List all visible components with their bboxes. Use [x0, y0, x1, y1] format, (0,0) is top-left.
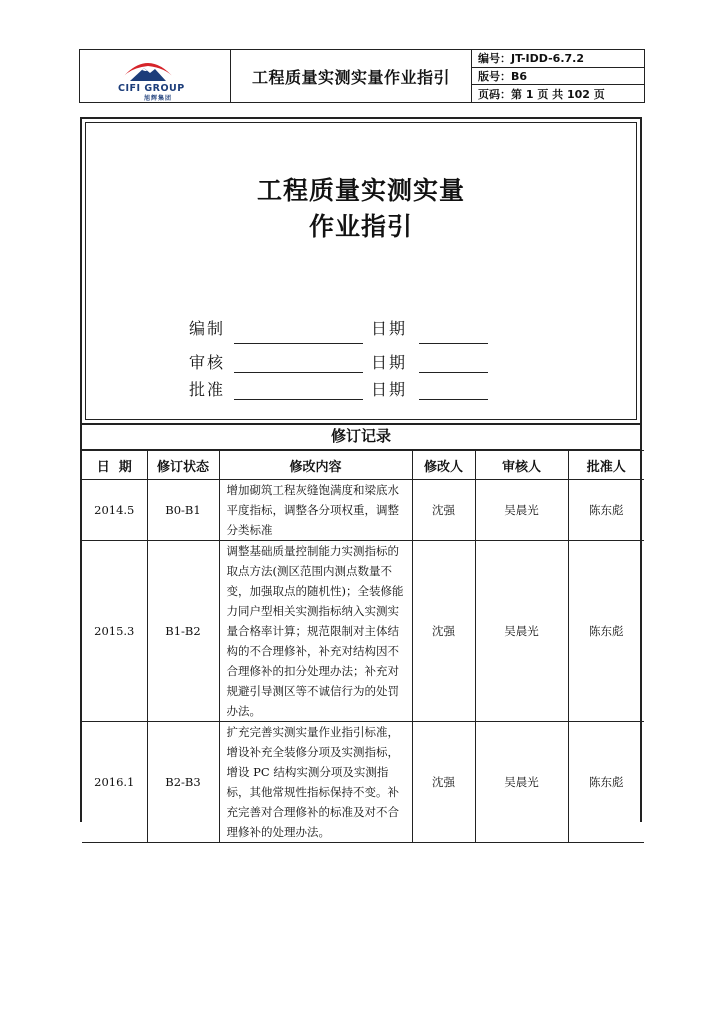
row-content: 调整基础质量控制能力实测指标的取点方法(测区范围内测点数量不变，加强取点的随机性)；全装修能力同户型相关实测指标纳入实测实量合格率计算；规范限制对主体结构的不合理修补，补充对结构因不合理修补的扣分处理办法；补充对规避引导测区等不诚信行为的处罚办法。	[219, 541, 412, 722]
table-row	[82, 541, 644, 722]
prepared-date-line	[419, 343, 488, 344]
row-date: 2016.1	[82, 722, 147, 843]
row-date: 2015.3	[82, 541, 147, 722]
reviewed-signature-line	[234, 372, 363, 373]
approved-signature-line	[234, 399, 363, 400]
cover-title-line2: 作业指引	[308, 212, 413, 241]
prepared-signature-line	[234, 343, 363, 344]
approved-label: 批准	[189, 380, 226, 399]
revision-record	[80, 423, 642, 839]
page-info: 页码：第 1 页 共 102 页	[478, 87, 605, 101]
approved-date-line	[419, 399, 488, 400]
cover-box	[80, 117, 642, 425]
revision-table	[82, 450, 644, 843]
col-header-date: 日 期	[82, 451, 147, 480]
cover-title-line1: 工程质量实测实量	[256, 176, 465, 205]
row-status: B1-B2	[147, 541, 219, 722]
row-status: B0-B1	[147, 480, 219, 541]
doc-version: 版号：B6	[472, 68, 644, 86]
row-content: 增加砌筑工程灰缝饱满度和梁底水平度指标，调整各分项权重，调整分类标准	[219, 480, 412, 541]
revision-record-title: 修订记录	[82, 423, 640, 450]
document-header	[79, 49, 645, 103]
revision-table-header	[82, 451, 644, 480]
row-approver: 陈东彪	[568, 480, 644, 541]
row-reviewer: 吴晨光	[475, 541, 568, 722]
reviewed-date-line	[419, 372, 488, 373]
col-header-modifier: 修改人	[412, 451, 475, 480]
col-header-content: 修改内容	[219, 451, 412, 480]
row-reviewer: 吴晨光	[475, 722, 568, 843]
prepared-date-label: 日期	[371, 319, 408, 338]
row-approver: 陈东彪	[568, 541, 644, 722]
logo-company-cn: 旭辉集团	[144, 95, 173, 102]
header-doc-title: 工程质量实测实量作业指引	[231, 50, 472, 102]
approved-date-label: 日期	[371, 380, 408, 399]
logo-company-en: CIFI GROUP	[118, 83, 185, 94]
row-modifier: 沈强	[412, 541, 475, 722]
table-row	[82, 722, 644, 843]
prepared-label: 编制	[189, 319, 226, 338]
reviewed-date-label: 日期	[371, 353, 408, 372]
cover-inner-border	[85, 122, 637, 420]
col-header-reviewer: 审核人	[475, 451, 568, 480]
header-info	[472, 50, 644, 102]
cifi-logo-icon	[120, 54, 176, 84]
reviewed-label: 审核	[189, 353, 226, 372]
row-status: B2-B3	[147, 722, 219, 843]
row-modifier: 沈强	[412, 480, 475, 541]
row-reviewer: 吴晨光	[475, 480, 568, 541]
logo-cell	[80, 50, 231, 102]
row-content: 扩充完善实测实量作业指引标准，增设补充全装修分项及实测指标，增设 PC 结构实测分项及实测指标，其他常规性指标保持不变。补充完善对合理修补的标准及对不合理修补的处理办法。	[219, 722, 412, 843]
col-header-approver: 批准人	[568, 451, 644, 480]
row-date: 2014.5	[82, 480, 147, 541]
table-row	[82, 480, 644, 541]
row-modifier: 沈强	[412, 722, 475, 843]
doc-number: 编号：JT-IDD-6.7.2	[472, 50, 644, 68]
col-header-status: 修订状态	[147, 451, 219, 480]
row-approver: 陈东彪	[568, 722, 644, 843]
